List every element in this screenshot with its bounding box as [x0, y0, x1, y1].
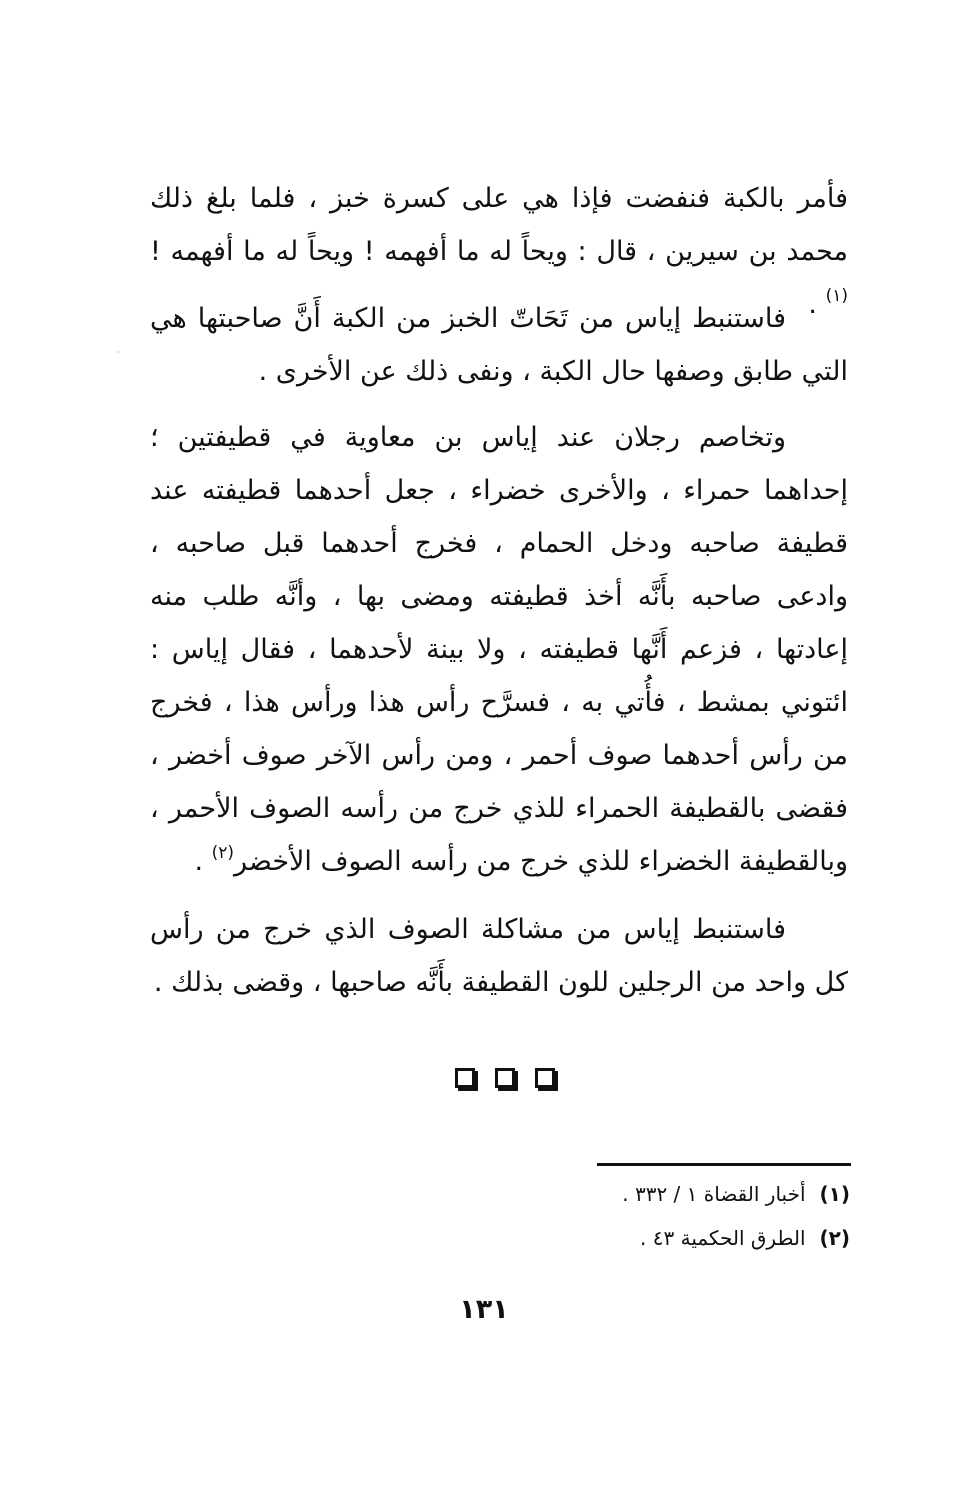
page-number: ١٣١ — [459, 1294, 509, 1325]
paragraph-3-text: وتخاصم رجلان عند إياس بن معاوية في قطيفتين ؛ إحداهما حمراء ، والأخرى خضراء ، جعل أحدهما قطيفته عند قطيفة صاحبه ودخل الحمام ، فخرج أحدهما قبل صاحبه ، وادعى صاحبه بأَنَّه أخذ قطيفته ومضى بها ، وأنَّه طلب منه إعادتها ، فزعم أَنَّها قطيفته ، ولا بينة لأحدهما ، فقال إياس : ائتوني بمشط ، فأُتي به ، فسرَّح رأس هذا ورأس هذا ، فخرج من رأس أحدهما صوف أحمر ، ومن رأس الآخر صوف أخضر ، فقضى بالقطيفة الحمراء للذي خرج من رأسه الصوف الأحمر ، وبالقطيفة الخضراء للذي خرج من رأسه الصوف الأخضر — [150, 422, 848, 877]
paragraph-4 — [150, 903, 848, 1009]
square-icon — [495, 1068, 515, 1088]
square-icon — [535, 1068, 555, 1088]
paragraph-3-end: . — [194, 846, 212, 877]
footnote-2 — [640, 1224, 850, 1252]
paragraph-2 — [150, 292, 848, 398]
section-separator — [455, 1068, 555, 1088]
footnote-2-number: (٢) — [819, 1226, 850, 1250]
paragraph-3 — [150, 411, 848, 885]
footnote-ref-2: (٢) — [211, 843, 235, 863]
paragraph-1-end: . — [808, 289, 826, 320]
footnote-1-number: (١) — [819, 1182, 850, 1206]
paragraph-2-text: فاستنبط إياس من تَحَاتّ الخبز من الكبة أَنَّ صاحبتها هي التي طابق وصفها حال الكبة ، ونفى ذلك عن الأخرى . — [150, 303, 848, 387]
footnote-ref-1: (١) — [825, 286, 848, 306]
footnote-2-text: الطرق الحكمية ٤٣ . — [640, 1226, 806, 1250]
scan-speck — [118, 351, 119, 353]
footnote-1 — [622, 1180, 850, 1208]
footnote-divider — [597, 1163, 851, 1166]
footnote-1-text: أخبار القضاة ١ / ٣٣٢ . — [622, 1182, 806, 1206]
square-icon — [455, 1068, 475, 1088]
paragraph-4-text: فاستنبط إياس من مشاكلة الصوف الذي خرج من رأس كل واحد من الرجلين للون القطيفة بأَنَّه صاحبها ، وقضى بذلك . — [150, 914, 848, 998]
paragraph-1-text: فأمر بالكبة فنفضت فإذا هي على كسرة خبز ، فلما بلغ ذلك محمد بن سيرين ، قال : ويحاً له ما أفهمه ! ويحاً له ما أفهمه ! — [150, 183, 848, 267]
